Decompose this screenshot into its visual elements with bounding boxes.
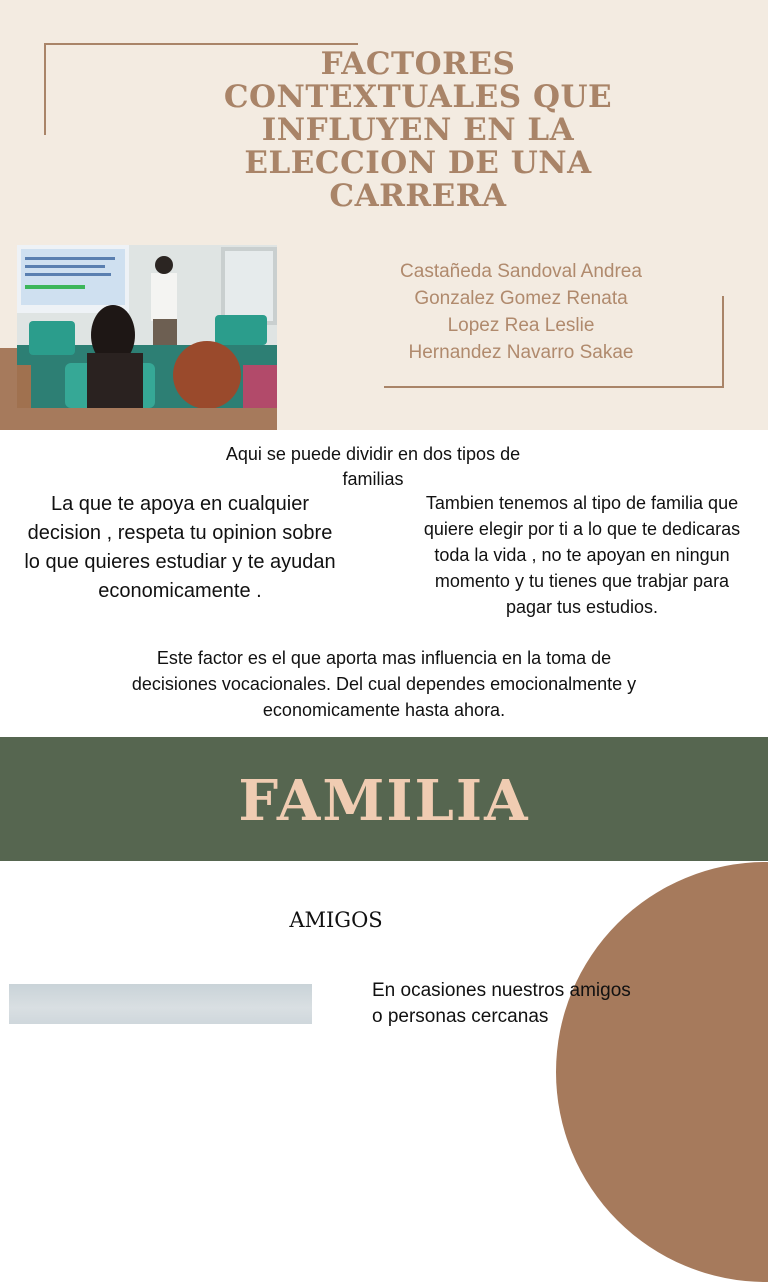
friends-photo	[9, 984, 312, 1024]
amigos-text: En ocasiones nuestros amigos o personas cercanas	[372, 980, 631, 1027]
family-intro: Aqui se puede dividir en dos tipos de familias	[225, 444, 521, 489]
page-title	[210, 48, 626, 213]
title-line: INFLUYEN EN LA	[261, 112, 575, 148]
title-line: FACTORES	[320, 46, 516, 82]
amigos-heading: AMIGOS	[289, 908, 383, 932]
authors-frame-corner	[384, 296, 724, 388]
classroom-illustration	[17, 245, 277, 408]
decorative-circle	[556, 862, 768, 1282]
family-summary: Este factor es el que aporta mas influencia en la toma de decisiones vocacionales. Del cual dependes emocionalmente y economicamente hasta ahora.	[131, 648, 637, 720]
supportive-family-text: La que te apoya en cualquier decision , respeta tu opinion sobre lo que quieres estudiar y te ayudan economicamente .	[24, 493, 336, 602]
classroom-photo	[17, 245, 277, 408]
controlling-family-text: Tambien tenemos al tipo de familia que quiere elegir por ti a lo que te dedicaras toda la vida , no te apoyan en ningun momento y tu tienes que trabjar para pagar tus estudios.	[423, 493, 741, 617]
title-line: CARRERA	[329, 178, 507, 214]
author-name: Castañeda Sandoval Andrea	[400, 261, 642, 282]
author-name: Lopez Rea Leslie	[447, 315, 595, 336]
author-name: Gonzalez Gomez Renata	[414, 288, 628, 309]
title-line: ELECCION DE UNA	[244, 145, 592, 181]
section-title: FAMILIA	[238, 768, 530, 834]
title-line: CONTEXTUALES QUE	[223, 79, 613, 115]
author-name: Hernandez Navarro Sakae	[408, 342, 634, 363]
